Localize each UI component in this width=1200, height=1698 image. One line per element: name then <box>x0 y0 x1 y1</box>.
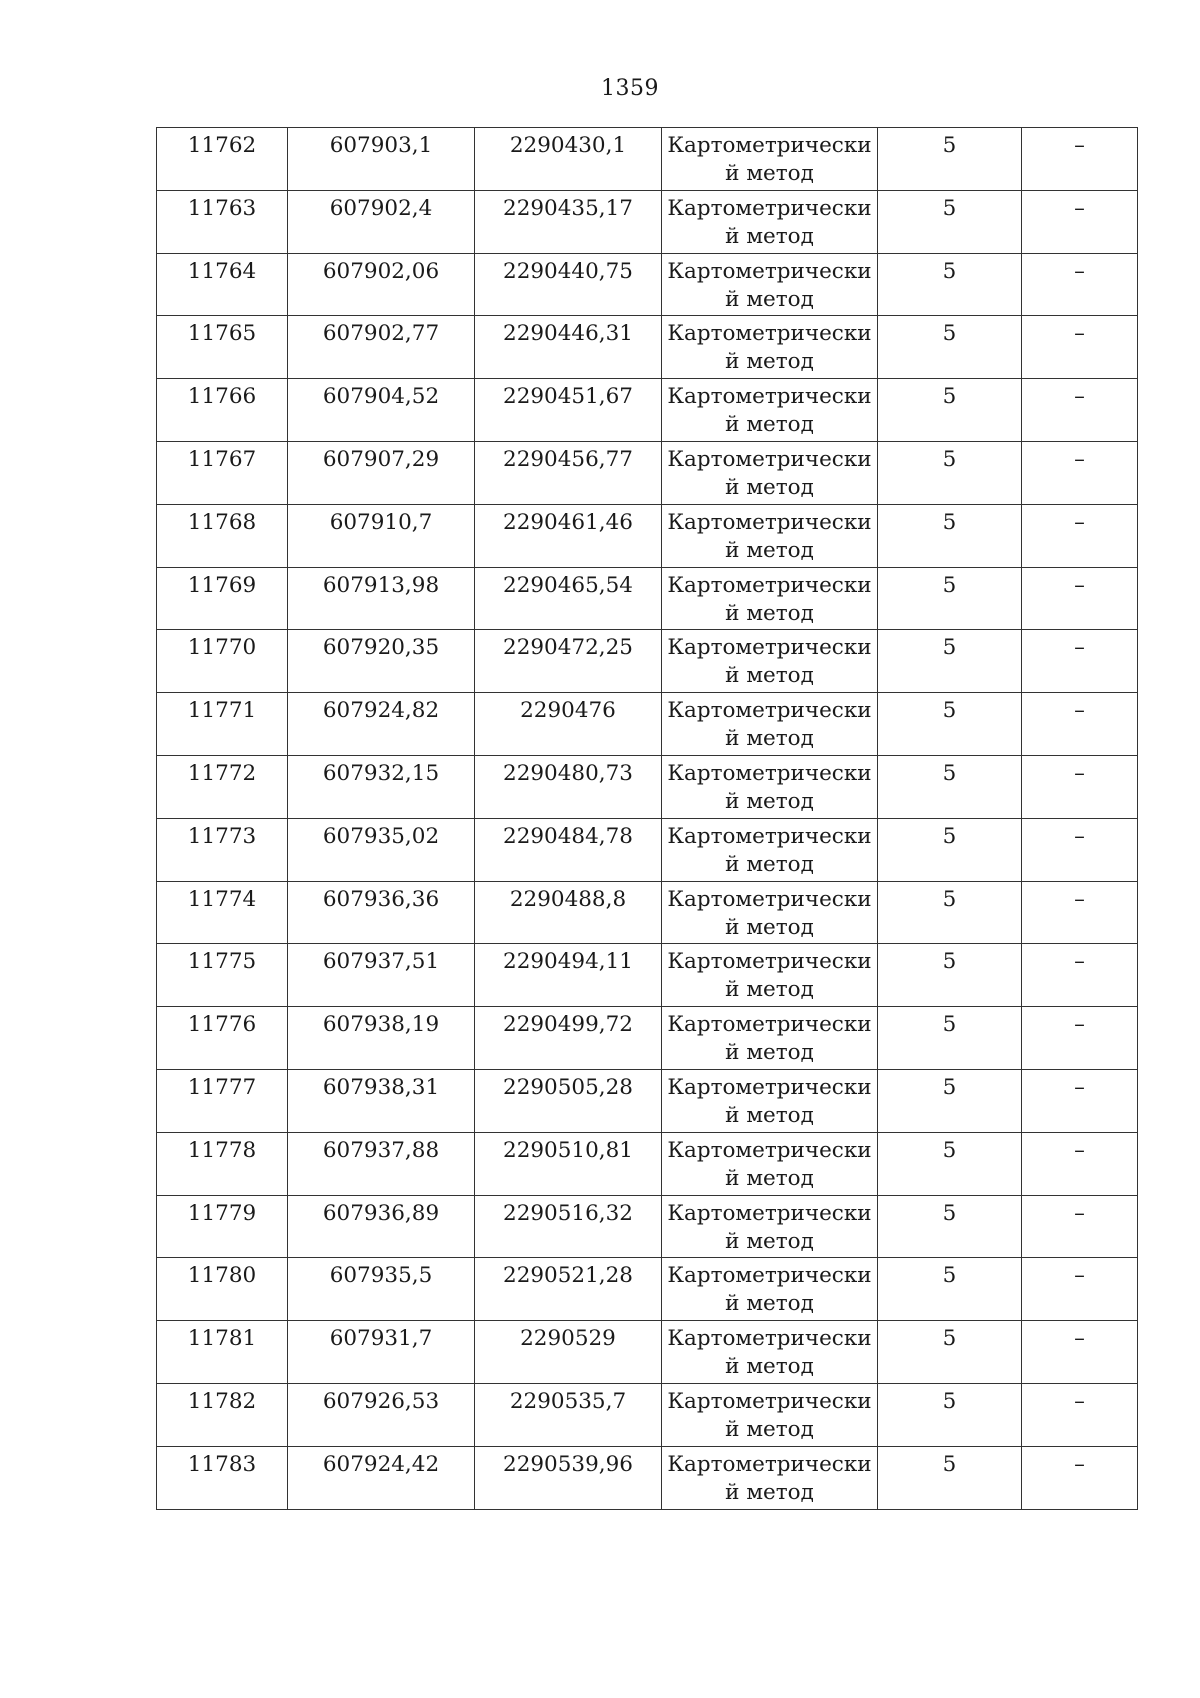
table-row <box>157 1195 1138 1258</box>
accuracy-cell <box>878 504 1022 567</box>
accuracy-cell <box>878 128 1022 191</box>
method-value: Картометрический метод <box>667 572 872 626</box>
table-row <box>157 818 1138 881</box>
y-value: 2290456,77 <box>503 446 633 472</box>
accuracy-value: 5 <box>942 1200 957 1226</box>
accuracy-cell <box>878 1132 1022 1195</box>
accuracy-value: 5 <box>942 321 957 347</box>
x-coordinate-cell <box>288 504 475 567</box>
x-coordinate-cell <box>288 441 475 504</box>
y-value: 2290472,25 <box>503 635 633 661</box>
note-cell <box>1022 1195 1138 1258</box>
point-number-cell <box>157 630 288 693</box>
table-row <box>157 1007 1138 1070</box>
x-coordinate-cell <box>288 128 475 191</box>
point-number-cell <box>157 379 288 442</box>
y-value: 2290461,46 <box>503 509 633 535</box>
point-number-cell <box>157 441 288 504</box>
point-value: 11775 <box>187 949 257 975</box>
note-value: – <box>1074 1137 1085 1163</box>
table-row <box>157 567 1138 630</box>
accuracy-value: 5 <box>942 572 957 598</box>
table-row <box>157 1069 1138 1132</box>
accuracy-value: 5 <box>942 1137 957 1163</box>
point-value: 11773 <box>187 823 257 849</box>
x-value: 607936,36 <box>322 886 440 912</box>
table-row <box>157 504 1138 567</box>
method-cell <box>662 379 878 442</box>
table-row <box>157 944 1138 1007</box>
accuracy-cell <box>878 379 1022 442</box>
method-cell <box>662 567 878 630</box>
y-value: 2290539,96 <box>503 1451 633 1477</box>
note-value: – <box>1074 698 1085 724</box>
point-value: 11771 <box>187 698 257 724</box>
point-number-cell <box>157 1132 288 1195</box>
y-coordinate-cell <box>475 504 662 567</box>
method-value: Картометрический метод <box>667 509 872 563</box>
point-value: 11762 <box>187 133 257 158</box>
note-cell <box>1022 818 1138 881</box>
x-coordinate-cell <box>288 316 475 379</box>
method-cell <box>662 1007 878 1070</box>
method-value: Картометрический метод <box>667 321 872 375</box>
note-cell <box>1022 253 1138 316</box>
x-value: 607924,42 <box>322 1451 440 1477</box>
accuracy-cell <box>878 693 1022 756</box>
x-value: 607902,77 <box>322 321 440 347</box>
method-cell <box>662 693 878 756</box>
x-coordinate-cell <box>288 1446 475 1509</box>
note-cell <box>1022 755 1138 818</box>
accuracy-cell <box>878 1069 1022 1132</box>
point-value: 11765 <box>187 321 257 347</box>
point-number-cell <box>157 1069 288 1132</box>
point-value: 11783 <box>187 1451 257 1477</box>
point-number-cell <box>157 1321 288 1384</box>
method-cell <box>662 316 878 379</box>
note-value: – <box>1074 1074 1085 1100</box>
accuracy-value: 5 <box>942 823 957 849</box>
y-value: 2290465,54 <box>503 572 633 598</box>
x-coordinate-cell <box>288 1258 475 1321</box>
note-value: – <box>1074 572 1085 598</box>
method-cell <box>662 1195 878 1258</box>
table-row <box>157 755 1138 818</box>
x-value: 607937,51 <box>322 949 440 975</box>
x-coordinate-cell <box>288 567 475 630</box>
accuracy-cell <box>878 818 1022 881</box>
y-value: 2290521,28 <box>503 1263 633 1289</box>
note-cell <box>1022 1258 1138 1321</box>
note-value: – <box>1074 886 1085 912</box>
table-row <box>157 128 1138 191</box>
table-row <box>157 1258 1138 1321</box>
note-cell <box>1022 1383 1138 1446</box>
accuracy-cell <box>878 441 1022 504</box>
table-row <box>157 379 1138 442</box>
point-value: 11776 <box>187 1012 257 1038</box>
note-value: – <box>1074 133 1085 158</box>
note-value: – <box>1074 321 1085 347</box>
x-coordinate-cell <box>288 190 475 253</box>
note-value: – <box>1074 1012 1085 1038</box>
x-value: 607903,1 <box>329 133 433 158</box>
y-value: 2290535,7 <box>509 1388 627 1414</box>
y-coordinate-cell <box>475 190 662 253</box>
x-value: 607926,53 <box>322 1388 440 1414</box>
method-cell <box>662 253 878 316</box>
note-value: – <box>1074 1388 1085 1414</box>
y-value: 2290529 <box>520 1326 616 1352</box>
note-value: – <box>1074 949 1085 975</box>
y-value: 2290516,32 <box>503 1200 633 1226</box>
method-cell <box>662 755 878 818</box>
y-coordinate-cell <box>475 944 662 1007</box>
coordinates-table <box>156 127 1138 1510</box>
x-coordinate-cell <box>288 630 475 693</box>
x-value: 607931,7 <box>329 1326 433 1352</box>
point-value: 11782 <box>187 1388 257 1414</box>
point-number-cell <box>157 1446 288 1509</box>
note-cell <box>1022 1446 1138 1509</box>
note-cell <box>1022 1321 1138 1384</box>
y-coordinate-cell <box>475 1069 662 1132</box>
y-value: 2290435,17 <box>503 195 633 221</box>
point-number-cell <box>157 1258 288 1321</box>
point-value: 11764 <box>187 258 257 284</box>
method-value: Картометрический метод <box>667 1074 872 1128</box>
y-value: 2290499,72 <box>503 1012 633 1038</box>
table-row <box>157 1446 1138 1509</box>
x-coordinate-cell <box>288 253 475 316</box>
point-value: 11763 <box>187 195 257 221</box>
method-value: Картометрический метод <box>667 1388 872 1442</box>
accuracy-value: 5 <box>942 258 957 284</box>
note-value: – <box>1074 823 1085 849</box>
point-number-cell <box>157 944 288 1007</box>
y-coordinate-cell <box>475 818 662 881</box>
point-number-cell <box>157 755 288 818</box>
point-number-cell <box>157 693 288 756</box>
point-value: 11769 <box>187 572 257 598</box>
note-cell <box>1022 567 1138 630</box>
y-value: 2290446,31 <box>503 321 633 347</box>
point-number-cell <box>157 128 288 191</box>
method-value: Картометрический метод <box>667 949 872 1003</box>
accuracy-cell <box>878 1446 1022 1509</box>
method-cell <box>662 1132 878 1195</box>
accuracy-value: 5 <box>942 949 957 975</box>
y-coordinate-cell <box>475 1195 662 1258</box>
table-row <box>157 1383 1138 1446</box>
point-value: 11781 <box>187 1326 257 1352</box>
method-cell <box>662 944 878 1007</box>
point-number-cell <box>157 881 288 944</box>
method-value: Картометрический метод <box>667 1263 872 1317</box>
x-value: 607935,02 <box>322 823 440 849</box>
note-value: – <box>1074 195 1085 221</box>
table-row <box>157 253 1138 316</box>
method-value: Картометрический метод <box>667 258 872 312</box>
accuracy-cell <box>878 944 1022 1007</box>
method-cell <box>662 441 878 504</box>
accuracy-cell <box>878 755 1022 818</box>
y-value: 2290440,75 <box>503 258 633 284</box>
x-coordinate-cell <box>288 1132 475 1195</box>
method-value: Картометрический метод <box>667 195 872 249</box>
table-row <box>157 693 1138 756</box>
accuracy-value: 5 <box>942 384 957 410</box>
table-row <box>157 441 1138 504</box>
accuracy-cell <box>878 630 1022 693</box>
method-cell <box>662 1383 878 1446</box>
note-value: – <box>1074 384 1085 410</box>
point-number-cell <box>157 253 288 316</box>
point-value: 11772 <box>187 760 257 786</box>
accuracy-cell <box>878 1258 1022 1321</box>
x-coordinate-cell <box>288 1195 475 1258</box>
method-value: Картометрический метод <box>667 1137 872 1191</box>
point-value: 11766 <box>187 384 257 410</box>
point-value: 11777 <box>187 1074 257 1100</box>
accuracy-value: 5 <box>942 1451 957 1477</box>
point-number-cell <box>157 818 288 881</box>
accuracy-cell <box>878 881 1022 944</box>
y-value: 2290476 <box>520 698 616 724</box>
method-cell <box>662 1321 878 1384</box>
point-value: 11778 <box>187 1137 257 1163</box>
note-value: – <box>1074 760 1085 786</box>
y-coordinate-cell <box>475 693 662 756</box>
accuracy-value: 5 <box>942 1074 957 1100</box>
x-coordinate-cell <box>288 818 475 881</box>
y-coordinate-cell <box>475 1383 662 1446</box>
x-coordinate-cell <box>288 379 475 442</box>
point-value: 11780 <box>187 1263 257 1289</box>
accuracy-value: 5 <box>942 1263 957 1289</box>
accuracy-value: 5 <box>942 886 957 912</box>
x-value: 607938,19 <box>322 1012 440 1038</box>
point-number-cell <box>157 567 288 630</box>
y-value: 2290484,78 <box>503 823 633 849</box>
y-value: 2290488,8 <box>509 886 627 912</box>
accuracy-cell <box>878 253 1022 316</box>
method-cell <box>662 1069 878 1132</box>
note-value: – <box>1074 258 1085 284</box>
point-value: 11779 <box>187 1200 257 1226</box>
note-value: – <box>1074 509 1085 535</box>
x-value: 607937,88 <box>322 1137 440 1163</box>
point-number-cell <box>157 316 288 379</box>
note-value: – <box>1074 446 1085 472</box>
y-coordinate-cell <box>475 755 662 818</box>
note-cell <box>1022 1132 1138 1195</box>
y-value: 2290505,28 <box>503 1074 633 1100</box>
note-cell <box>1022 128 1138 191</box>
x-value: 607910,7 <box>329 509 433 535</box>
note-cell <box>1022 1007 1138 1070</box>
method-cell <box>662 818 878 881</box>
point-number-cell <box>157 1007 288 1070</box>
note-cell <box>1022 944 1138 1007</box>
point-number-cell <box>157 1383 288 1446</box>
x-coordinate-cell <box>288 1321 475 1384</box>
method-cell <box>662 630 878 693</box>
note-cell <box>1022 316 1138 379</box>
table-row <box>157 190 1138 253</box>
method-cell <box>662 881 878 944</box>
x-value: 607902,06 <box>322 258 440 284</box>
y-coordinate-cell <box>475 1132 662 1195</box>
y-coordinate-cell <box>475 567 662 630</box>
y-coordinate-cell <box>475 630 662 693</box>
accuracy-value: 5 <box>942 509 957 535</box>
y-value: 2290451,67 <box>503 384 633 410</box>
method-value: Картометрический метод <box>667 635 872 689</box>
coordinates-table-body <box>157 128 1138 1510</box>
accuracy-value: 5 <box>942 133 957 158</box>
accuracy-value: 5 <box>942 698 957 724</box>
accuracy-cell <box>878 1195 1022 1258</box>
accuracy-value: 5 <box>942 195 957 221</box>
method-value: Картометрический метод <box>667 1200 872 1254</box>
x-value: 607902,4 <box>329 195 433 221</box>
note-value: – <box>1074 1451 1085 1477</box>
note-cell <box>1022 190 1138 253</box>
y-coordinate-cell <box>475 1321 662 1384</box>
note-cell <box>1022 379 1138 442</box>
method-value: Картометрический метод <box>667 886 872 940</box>
accuracy-cell <box>878 190 1022 253</box>
accuracy-value: 5 <box>942 760 957 786</box>
table-row <box>157 316 1138 379</box>
accuracy-cell <box>878 567 1022 630</box>
accuracy-cell <box>878 1383 1022 1446</box>
x-value: 607913,98 <box>322 572 440 598</box>
point-number-cell <box>157 504 288 567</box>
method-cell <box>662 1258 878 1321</box>
method-value: Картометрический метод <box>667 698 872 752</box>
y-coordinate-cell <box>475 881 662 944</box>
note-cell <box>1022 630 1138 693</box>
note-value: – <box>1074 1200 1085 1226</box>
accuracy-value: 5 <box>942 1326 957 1352</box>
accuracy-cell <box>878 1007 1022 1070</box>
note-cell <box>1022 693 1138 756</box>
table-row <box>157 1132 1138 1195</box>
method-value: Картометрический метод <box>667 1451 872 1505</box>
x-value: 607935,5 <box>329 1263 433 1289</box>
method-value: Картометрический метод <box>667 1012 872 1066</box>
point-value: 11768 <box>187 509 257 535</box>
x-coordinate-cell <box>288 693 475 756</box>
x-coordinate-cell <box>288 755 475 818</box>
note-cell <box>1022 881 1138 944</box>
method-cell <box>662 128 878 191</box>
method-value: Картометрический метод <box>667 133 872 186</box>
point-number-cell <box>157 190 288 253</box>
accuracy-value: 5 <box>942 635 957 661</box>
point-value: 11770 <box>187 635 257 661</box>
x-value: 607904,52 <box>322 384 440 410</box>
x-coordinate-cell <box>288 1007 475 1070</box>
method-value: Картометрический метод <box>667 1326 872 1380</box>
table-row <box>157 881 1138 944</box>
y-coordinate-cell <box>475 1446 662 1509</box>
y-coordinate-cell <box>475 316 662 379</box>
x-coordinate-cell <box>288 881 475 944</box>
method-value: Картометрический метод <box>667 760 872 814</box>
page-number: 1359 <box>601 76 659 101</box>
note-value: – <box>1074 1263 1085 1289</box>
x-coordinate-cell <box>288 1069 475 1132</box>
x-value: 607920,35 <box>322 635 440 661</box>
point-value: 11767 <box>187 446 257 472</box>
y-coordinate-cell <box>475 1007 662 1070</box>
y-value: 2290494,11 <box>503 949 633 975</box>
accuracy-value: 5 <box>942 1012 957 1038</box>
y-value: 2290510,81 <box>503 1137 633 1163</box>
y-value: 2290430,1 <box>509 133 627 158</box>
note-cell <box>1022 441 1138 504</box>
method-value: Картометрический метод <box>667 384 872 438</box>
method-cell <box>662 190 878 253</box>
method-value: Картометрический метод <box>667 446 872 500</box>
x-value: 607932,15 <box>322 760 440 786</box>
y-coordinate-cell <box>475 253 662 316</box>
note-value: – <box>1074 1326 1085 1352</box>
accuracy-cell <box>878 1321 1022 1384</box>
note-cell <box>1022 504 1138 567</box>
method-value: Картометрический метод <box>667 823 872 877</box>
accuracy-value: 5 <box>942 1388 957 1414</box>
point-number-cell <box>157 1195 288 1258</box>
accuracy-value: 5 <box>942 446 957 472</box>
note-cell <box>1022 1069 1138 1132</box>
x-coordinate-cell <box>288 944 475 1007</box>
method-cell <box>662 504 878 567</box>
x-value: 607924,82 <box>322 698 440 724</box>
y-value: 2290480,73 <box>503 760 633 786</box>
x-value: 607936,89 <box>322 1200 440 1226</box>
x-coordinate-cell <box>288 1383 475 1446</box>
accuracy-cell <box>878 316 1022 379</box>
x-value: 607938,31 <box>322 1074 440 1100</box>
point-value: 11774 <box>187 886 257 912</box>
y-coordinate-cell <box>475 1258 662 1321</box>
method-cell <box>662 1446 878 1509</box>
y-coordinate-cell <box>475 379 662 442</box>
table-row <box>157 1321 1138 1384</box>
table-row <box>157 630 1138 693</box>
x-value: 607907,29 <box>322 446 440 472</box>
y-coordinate-cell <box>475 441 662 504</box>
y-coordinate-cell <box>475 128 662 191</box>
note-value: – <box>1074 635 1085 661</box>
